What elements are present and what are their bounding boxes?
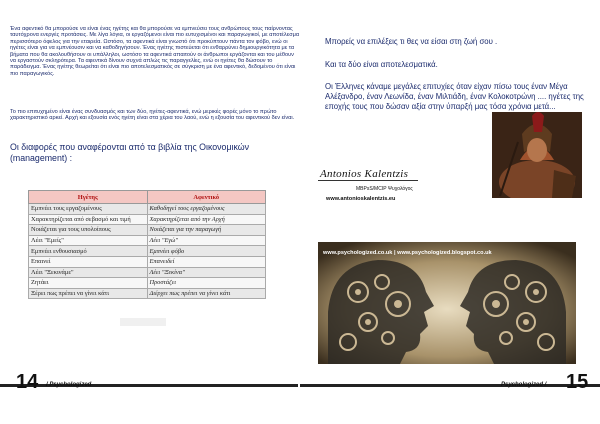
section-heading: Οι διαφορές που αναφέρονται από τα βιβλία της Οικονομικών (management) : — [10, 142, 250, 163]
boss-cell: Προστάζει — [147, 278, 266, 289]
leader-cell: Χαρακτηρίζεται από σεβασμό και τιμή — [29, 214, 148, 225]
closing-text: Οι Έλληνες κάναμε μεγάλες επιτυχίες όταν είχαν πίσω τους έναν Μέγα Αλέξανδρο, έναν Λεωνίδα, έναν Μιλτιάδη, έναν Κολοκοτρώνη .... ηγέτες της εποχής τους που δώσαν αξία στην ύπαρξή μας τόσα χρόνια μετά... — [325, 82, 584, 111]
leader-cell: Ζητάει — [29, 278, 148, 289]
article-paragraph: Ένα αφεντικό θα μπορούσε να είναι ένας ηγέτης και θα μπορούσε να εμπνεύσει τους ανθρώπους τους παίρνοντας ταυτόχρονα ενεργές προτάσεις. Με λίγα λόγια, οι εργαζόμενοι είναι πιο ευτυχισμένοι και παραγωγικοί, με αποτέλεσμα περισσότερο όφελος για την εταιρεία. Ωστόσο, τα αφεντικά είναι γνωστό ότι προκύπτουν πάντα τον φόβο, ενώ οι ηγέτες είναι για να εμπνέουσιν και να καθοδηγήσουν. Ένας ηγέτης πιστεύεται ότι ενθαρρύνει δημιουργικότητα με τα βήματα που θα ακολουθήσουν οι υπάλληλοι, ωστόσο τα αφεντικά απαιτούν οι άνθρωποι εργάζονται και του μέθουν να εργαστούν σκληρότερα. Τα αφεντικά δίνουν συχνά απλώς τις παραγγελίες, ενώ οι ηγέτες θα δώσουν το παράδειγμα. Ένας ηγέτης θεωρείται ότι είναι πιο αποτελεσματικός σε σύγκριση με ένα αφεντικό, δεδομένου ότι είναι πιο παραγωγικός. — [10, 26, 300, 77]
boss-cell: Νοιάζεται για την παραγωγή — [147, 225, 266, 236]
leader-cell: Ξέρει πως πρέπει να γίνει κάτι — [29, 288, 148, 299]
author-credentials: MBPsS/MCIP Ψυχολόγος — [356, 186, 413, 192]
table-header-leader: Ηγέτης — [29, 191, 148, 204]
gears-illustration — [318, 242, 576, 364]
leader-cell: Νοιάζεται για τους υπολοίπους — [29, 225, 148, 236]
leader-cell: Εμπνέει ενθουσιασμό — [29, 246, 148, 257]
leader-vs-boss-table — [28, 190, 266, 299]
table-row — [29, 288, 266, 299]
spartan-warrior-image — [492, 112, 582, 198]
boss-cell: Εμπνέει φόβο — [147, 246, 266, 257]
table-shadow — [120, 318, 166, 326]
leader-cell: Λέει "Ξεκινάμε" — [29, 267, 148, 278]
table-row — [29, 235, 266, 246]
leader-cell: Εμπνέει τους εργαζομένους — [29, 204, 148, 215]
boss-cell: Διέρχει πως πρέπει να γίνει κάτι — [147, 288, 266, 299]
author-website: www.antonioskalentzis.eu — [326, 196, 396, 202]
table-row — [29, 246, 266, 257]
table-row — [29, 204, 266, 215]
page-number: 15 — [566, 371, 589, 393]
table-row — [29, 267, 266, 278]
page-number: 14 — [16, 371, 39, 393]
table-row — [29, 278, 266, 289]
publication-name: Psychologized / — [501, 382, 547, 388]
gears-heads-image — [318, 242, 576, 364]
signature-underline — [318, 180, 418, 181]
author-signature: Antonios Kalentzis — [320, 168, 409, 180]
boss-cell: Επανειδεί — [147, 256, 266, 267]
image-caption: www.psychologized.co.uk | www.psychologized.blogspot.co.uk — [323, 250, 492, 256]
boss-cell: Χαρακτηρίζεται από την Αρχή — [147, 214, 266, 225]
footer-rule — [0, 384, 298, 387]
leader-cell: Λέει "Εμείς" — [29, 235, 148, 246]
closing-text: Και τα δύο είναι αποτελεσματικά. — [325, 60, 438, 69]
article-paragraph: Το πιο επιτυχημένο είναι ένας συνδυασμός και των δύο, ηγέτες-αφεντικά, ενώ μερικές φορές μόνο το πρώτο χαρακτηριστικό αρκεί. Αρχή και εξουσία ενός ηγέτη είναι στα χέρια του λαού, ενώ η εξουσία του αφεντικού δεν είναι. — [10, 109, 295, 122]
table-row — [29, 214, 266, 225]
publication-name: / Psychologized — [46, 382, 92, 388]
boss-cell: Καθοδηγεί τους εργαζομένους — [147, 204, 266, 215]
table-row — [29, 225, 266, 236]
closing-text: Μπορείς να επιλέξεις τι θες να είσαι στη ζωή σου . — [325, 37, 498, 46]
leader-cell: Επαινεί — [29, 256, 148, 267]
table-row — [29, 256, 266, 267]
boss-cell: Λέει "Εγώ" — [147, 235, 266, 246]
footer-rule — [300, 384, 600, 387]
boss-cell: Λέει "Ξεκίνα" — [147, 267, 266, 278]
table-header-row — [29, 191, 266, 204]
warrior-illustration — [492, 112, 582, 198]
table-header-boss: Αφεντικό — [147, 191, 266, 204]
